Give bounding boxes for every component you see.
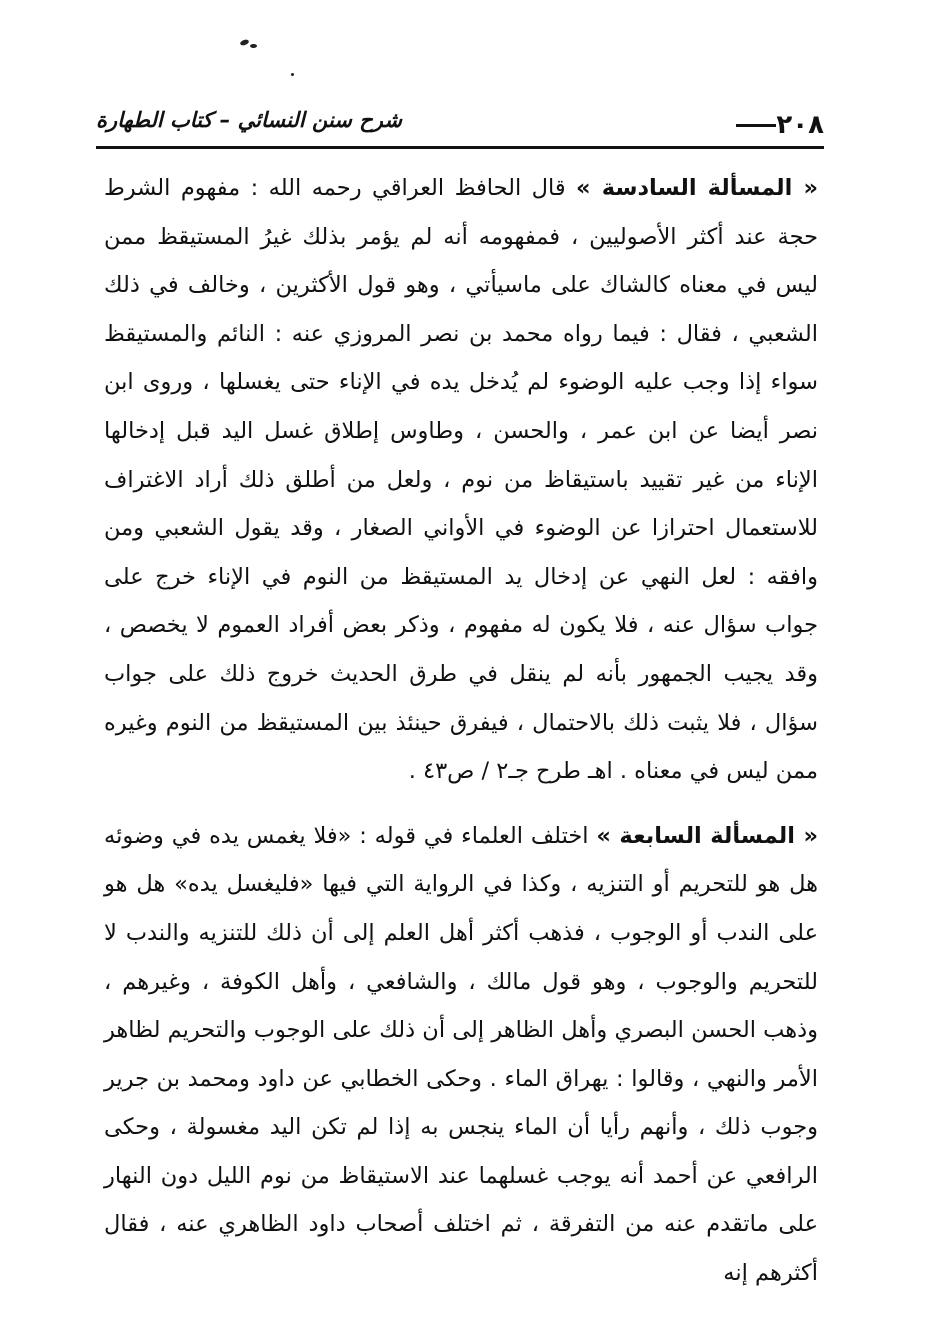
page-header	[96, 102, 824, 149]
paragraph-issue-seven	[104, 812, 818, 1298]
main-text	[104, 164, 818, 1298]
paragraph-text: قال الحافظ العراقي رحمه الله : مفهوم الشرط حجة عند أكثر الأصوليين ، فمفهومه أنه لم يؤمر بذلك غيرُ المستيقظ ممن ليس في معناه كالشاك على ماسيأتي ، وهو قول الأكثرين ، وخالف في ذلك الشعبي ، فقال : فيما رواه محمد بن نصر المروزي عنه : النائم والمستيقظ سواء إذا وجب عليه الوضوء لم يُدخل يده في الإناء حتى يغسلها ، وروى ابن نصر أيضا عن ابن عمر ، والحسن ، وطاوس إطلاق غسل اليد قبل إدخالها الإناء من غير تقييد باستيقاظ من نوم ، ولعل من أطلق ذلك أراد الاغتراف للاستعمال احترازا عن الوضوء في الأواني الصغار ، وقد يقول الشعبي ومن وافقه : لعل النهي عن إدخال يد المستيقظ من النوم في الإناء خرج على جواب سؤال عنه ، فلا يكون له مفهوم ، وذكر بعض أفراد العموم لا يخصص ، وقد يجيب الجمهور بأنه لم ينقل في طرق الحديث خروج ذلك على جواب سؤال ، فلا يثبت ذلك بالاحتمال ، فيفرق حينئذ بين المستيقظ من النوم وغيره ممن ليس في معناه . اهـ طرح جـ٢ / ص٤٣ .	[104, 175, 818, 785]
section-heading: « المسألة السادسة »	[576, 175, 818, 201]
paragraph-issue-six	[104, 164, 818, 796]
scan-speck	[291, 73, 294, 76]
page-number-value: ٢٠٨	[776, 110, 824, 140]
scan-speck	[250, 44, 257, 48]
scan-speck	[239, 39, 249, 47]
section-heading: « المسألة السابعة »	[596, 822, 818, 849]
page-number	[730, 110, 824, 140]
paragraph-text: اختلف العلماء في قوله : «فلا يغمس يده في وضوئه هل هو للتحريم أو التنزيه ، وكذا في الرواية التي فيها «فليغسل يده» هل هو على الندب أو الوجوب ، فذهب أكثر أهل العلم إلى أن ذلك للتنزيه والندب لا للتحريم والوجوب ، وهو قول مالك ، والشافعي ، وأهل الكوفة ، وغيرهم ، وذهب الحسن البصري وأهل الظاهر إلى أن ذلك على الوجوب والتحريم لظاهر الأمر والنهي ، وقالوا : يهراق الماء . وحكى الخطابي عن داود ومحمد بن جرير وجوب ذلك ، وأنهم رأيا أن الماء ينجس به إذا لم تكن اليد مغسولة ، وحكى الرافعي عن أحمد أنه يوجب غسلهما عند الاستيقاظ من نوم الليل دون النهار على ماتقدم عنه من التفرقة ، ثم اختلف أصحاب داود الظاهري عنه ، فقال أكثرهم إنه	[104, 822, 818, 1287]
page-number-rule	[736, 124, 776, 127]
running-head: شرح سنن النسائي – كتاب الطهارة	[96, 108, 402, 132]
